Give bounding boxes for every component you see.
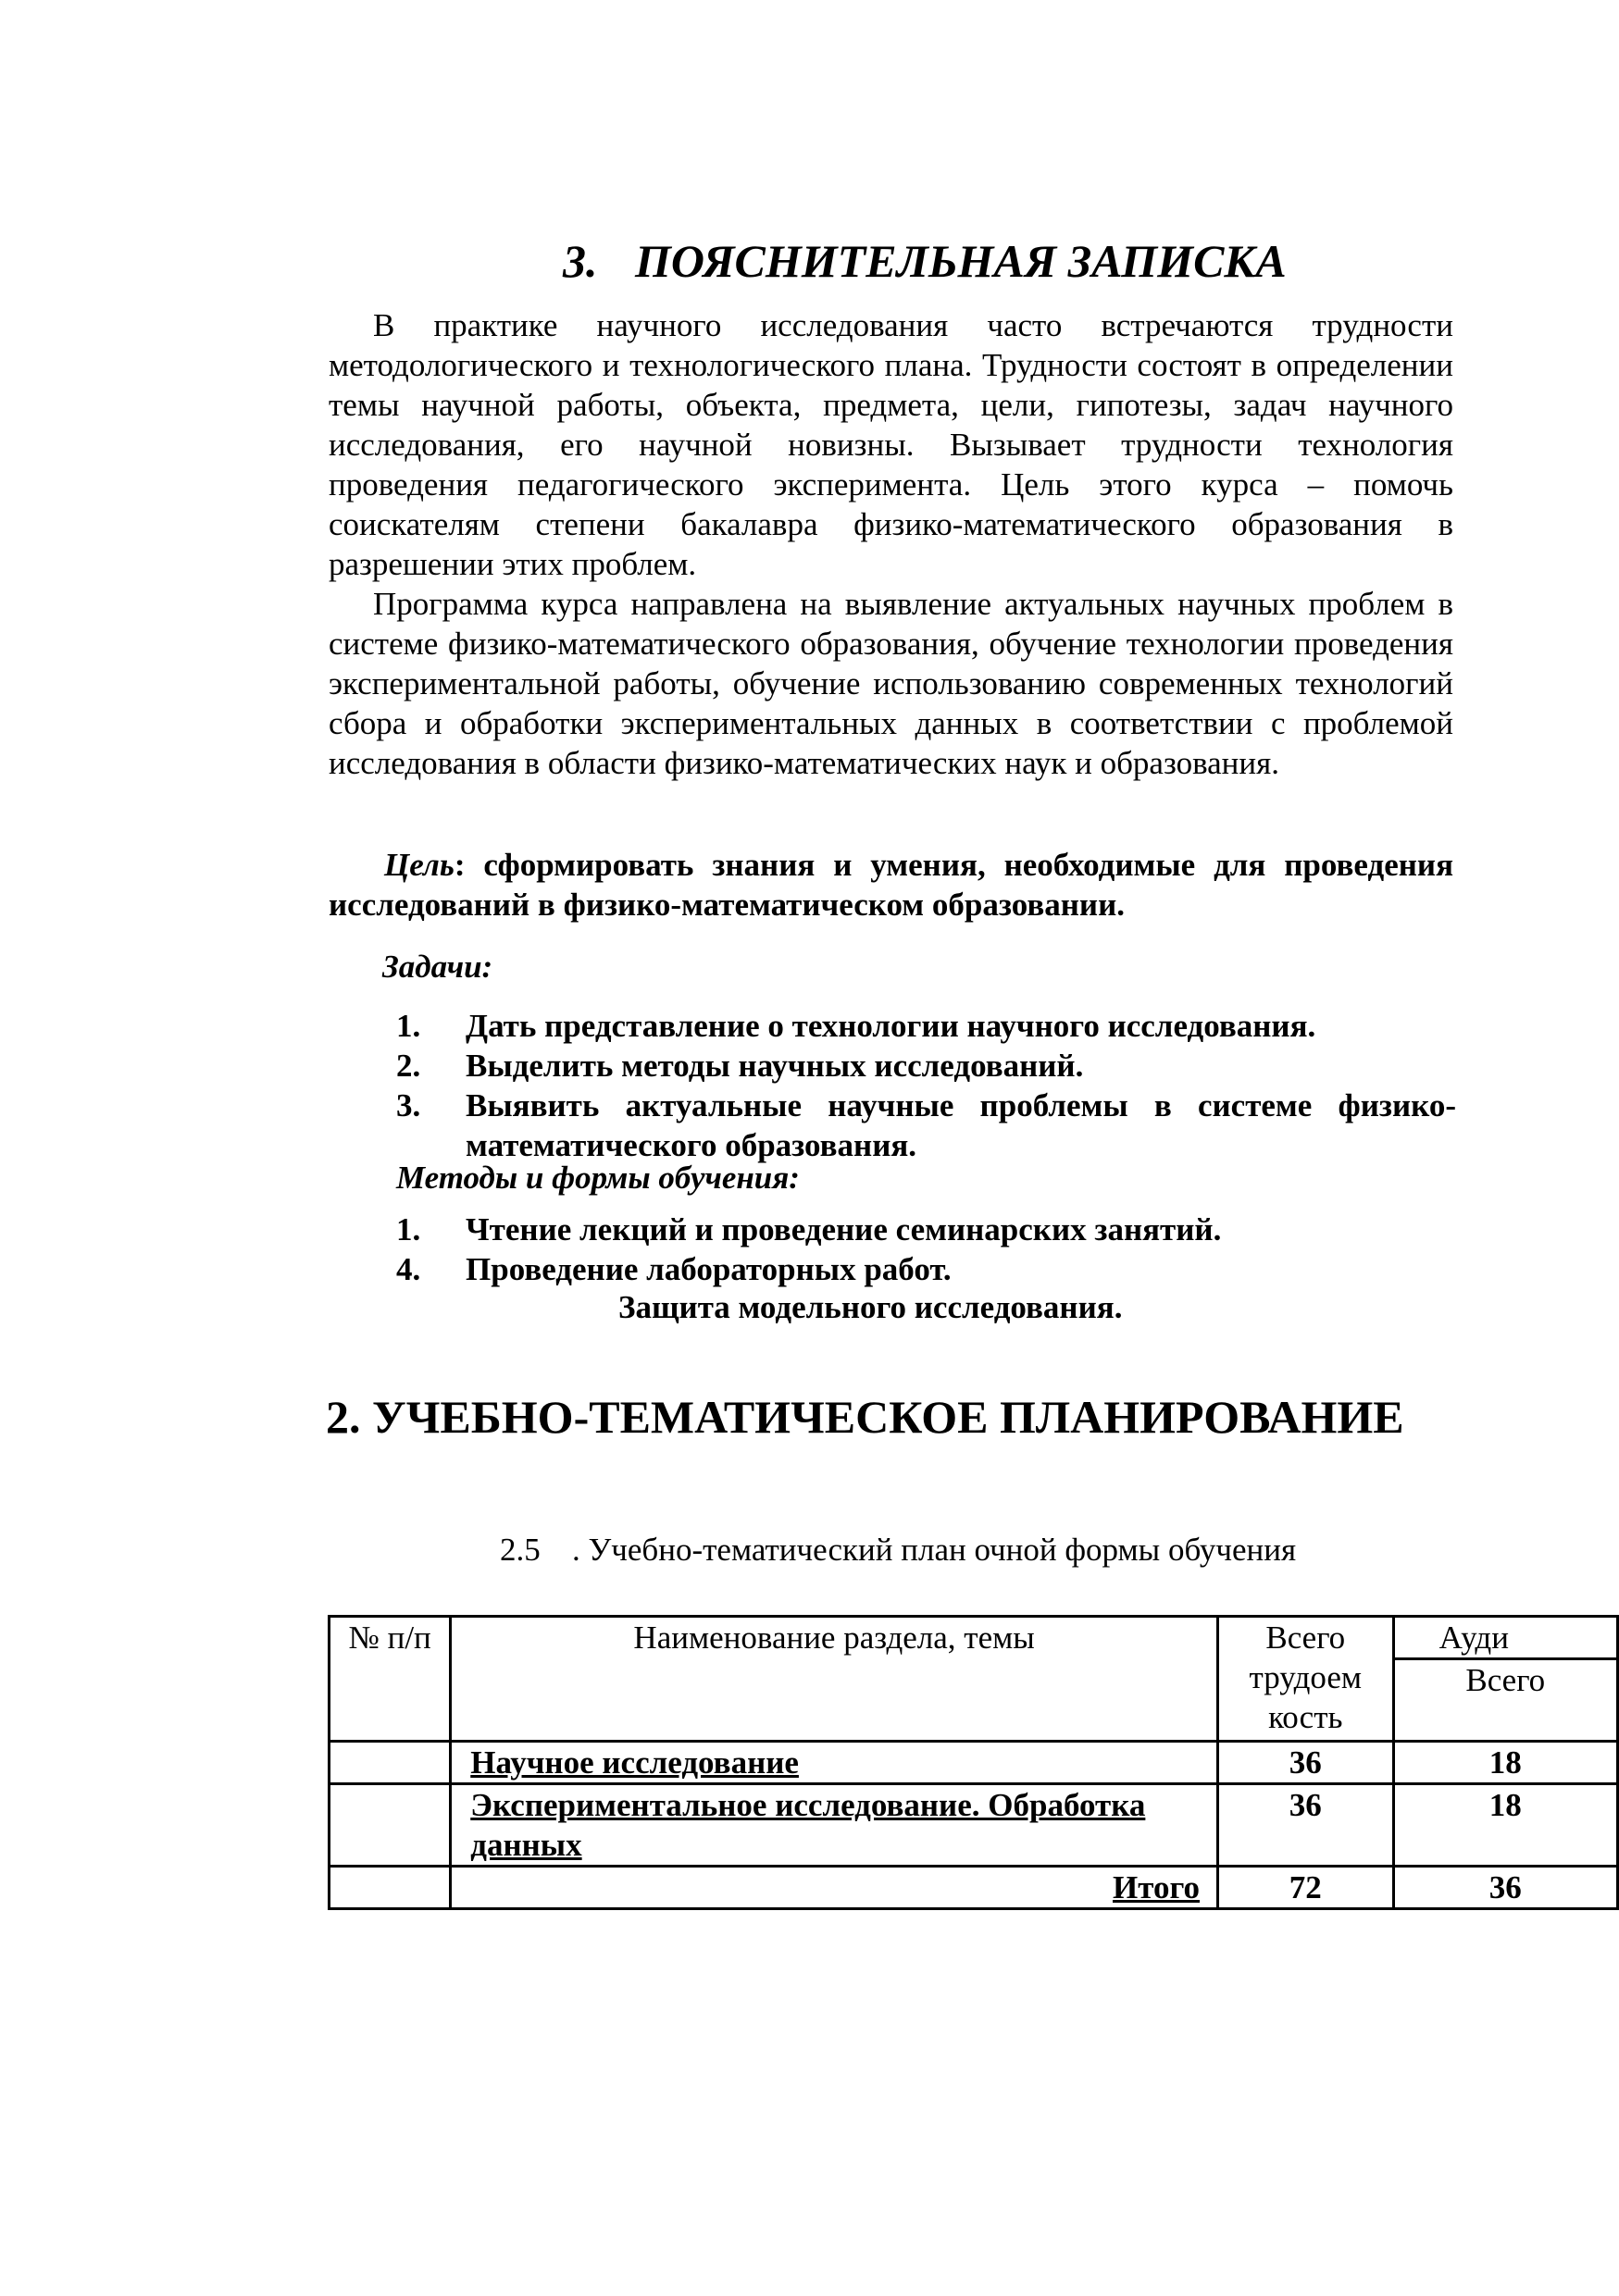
section-2-title: 2. УЧЕБНО-ТЕМАТИЧЕСКОЕ ПЛАНИРОВАНИЕ: [326, 1391, 1404, 1443]
cell-name-text: Научное исследование: [470, 1744, 799, 1781]
list-item-text: Выявить актуальные научные проблемы в системе физико-математического образования.: [466, 1087, 1456, 1163]
cell-name-text: Экспериментальное исследование. Обработка данных: [470, 1787, 1146, 1863]
cell-num: [330, 1742, 451, 1784]
goal-text: : сформировать знания и умения, необходимые для проведения исследований в физико-математическом образовании.: [329, 847, 1453, 923]
list-item-text: Выделить методы научных исследований.: [466, 1048, 1084, 1084]
methods-label: Методы и формы обучения:: [396, 1160, 800, 1196]
table-row: [330, 1784, 1618, 1867]
cell-aud: 18: [1393, 1742, 1617, 1784]
section-3-title-text: ПОЯСНИТЕЛЬНАЯ ЗАПИСКА: [635, 235, 1287, 287]
list-item-number: 1.: [396, 1211, 421, 1247]
cell-num: [330, 1784, 451, 1867]
list-item-text: Проведение лабораторных работ.: [466, 1251, 952, 1287]
table-footer-row: [330, 1867, 1618, 1909]
header-name: Наименование раздела, темы: [451, 1617, 1218, 1742]
cell-total-label: [451, 1867, 1218, 1909]
header-num: № п/п: [330, 1617, 451, 1742]
list-item-text: Чтение лекций и проведение семинарских занятий.: [466, 1211, 1222, 1247]
cell-name: [451, 1742, 1218, 1784]
paragraph-2: Программа курса направлена на выявление актуальных научных проблем в системе физико-математического образования, обучение технологии проведения экспериментальной работы, обучение использованию современных технологий сбора и обработки экспериментальных данных в соответствии с проблемой исследования в области физико-математических наук и образования.: [329, 586, 1453, 781]
header-total: Всего трудоем кость: [1217, 1617, 1393, 1742]
total-label-text: Итого: [1113, 1869, 1200, 1905]
list-item-number: 4.: [396, 1251, 421, 1287]
header-aud-total: Всего: [1393, 1659, 1617, 1742]
cell-grand-total: 72: [1217, 1867, 1393, 1909]
table-caption-number: 2.5: [500, 1532, 541, 1568]
list-item-text: Дать представление о технологии научного исследования.: [466, 1008, 1316, 1044]
plan-table: [328, 1615, 1619, 1910]
list-item-number: 2.: [396, 1048, 421, 1084]
table-row: [330, 1742, 1618, 1784]
cell-num-empty: [330, 1867, 451, 1909]
methods-extra: Защита модельного исследования.: [618, 1289, 1123, 1325]
cell-aud: 18: [1393, 1784, 1617, 1867]
tasks-label: Задачи:: [382, 949, 493, 985]
cell-total: 36: [1217, 1784, 1393, 1867]
cell-name: [451, 1784, 1218, 1867]
list-item-number: 3.: [396, 1087, 421, 1123]
list-item-number: 1.: [396, 1008, 421, 1044]
cell-aud-total: 36: [1393, 1867, 1617, 1909]
cell-total: 36: [1217, 1742, 1393, 1784]
paragraph-1: В практике научного исследования часто встречаются трудности методологического и технологического плана. Трудности состоят в определении темы научной работы, объекта, предмета, цели, гипотезы, задач научного исследования, его научной новизны. Вызывает трудности технология проведения педагогического эксперимента. Цель этого курса – помочь соискателям степени бакалавра физико-математического образования в разрешении этих проблем.: [329, 307, 1453, 582]
table-caption-text: . Учебно-тематический план очной формы обучения: [572, 1532, 1297, 1568]
header-aud: Ауди: [1393, 1617, 1617, 1659]
section-3-number: 3.: [563, 235, 598, 287]
table-header-row: [330, 1617, 1618, 1659]
goal-label: Цель: [384, 847, 455, 883]
